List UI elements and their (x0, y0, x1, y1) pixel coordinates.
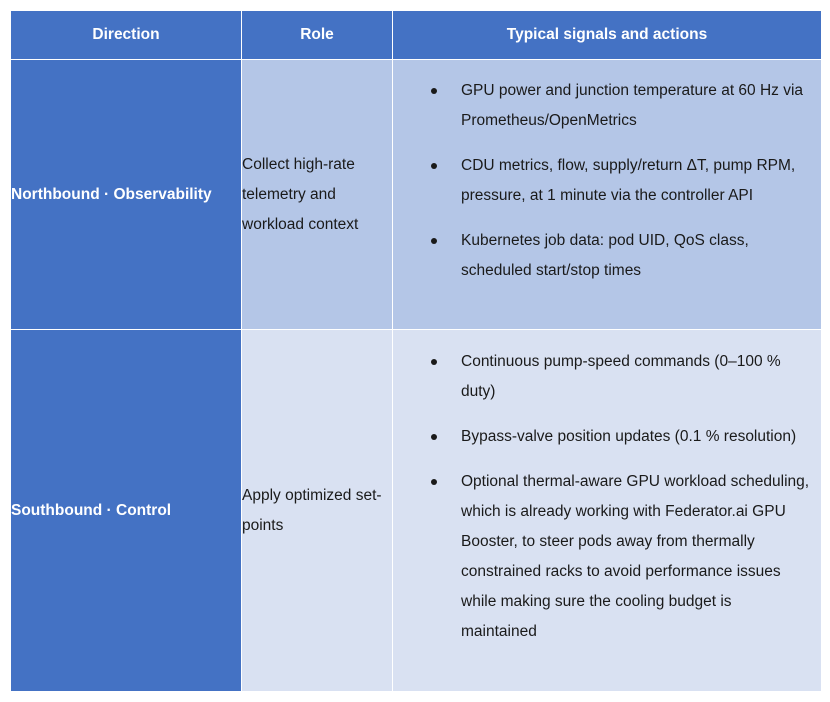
list-item (393, 76, 821, 136)
list-item (393, 422, 821, 452)
signals-list (393, 60, 821, 286)
direction-cell: Southbound · Control (11, 330, 242, 692)
role-cell: Apply optimized set-points (242, 330, 393, 692)
column-header-role: Role (242, 11, 393, 60)
bullet-icon (431, 238, 437, 244)
signal-text: Continuous pump-speed commands (0–100 % duty) (461, 353, 781, 400)
column-header-direction: Direction (11, 11, 242, 60)
bullet-icon (431, 88, 437, 94)
bullet-icon (431, 479, 437, 485)
table-header-row (11, 11, 822, 60)
signals-table (10, 10, 822, 692)
list-item (393, 151, 821, 211)
list-item (393, 226, 821, 286)
direction-cell: Northbound · Observability (11, 60, 242, 330)
column-header-signals: Typical signals and actions (393, 11, 822, 60)
list-item (393, 347, 821, 407)
bullet-icon (431, 359, 437, 365)
signal-text: GPU power and junction temperature at 60 Hz via Prometheus/OpenMetrics (461, 82, 804, 129)
signals-cell (393, 330, 822, 692)
role-cell: Collect high-rate telemetry and workload context (242, 60, 393, 330)
signal-text: CDU metrics, flow, supply/return ΔT, pump RPM, pressure, at 1 minute via the controller API (461, 157, 796, 204)
signal-text: Optional thermal-aware GPU workload scheduling, which is already working with Federator.ai GPU Booster, to steer pods away from thermally constrained racks to avoid performance issues while making sure the cooling budget is maintained (461, 473, 810, 640)
signal-text: Bypass-valve position updates (0.1 % resolution) (461, 428, 797, 445)
signal-text: Kubernetes job data: pod UID, QoS class, scheduled start/stop times (461, 232, 749, 279)
list-item (393, 467, 821, 647)
table-row-southbound (11, 330, 822, 692)
signals-cell (393, 60, 822, 330)
bullet-icon (431, 434, 437, 440)
signals-list (393, 330, 821, 647)
table-row-northbound (11, 60, 822, 330)
bullet-icon (431, 163, 437, 169)
